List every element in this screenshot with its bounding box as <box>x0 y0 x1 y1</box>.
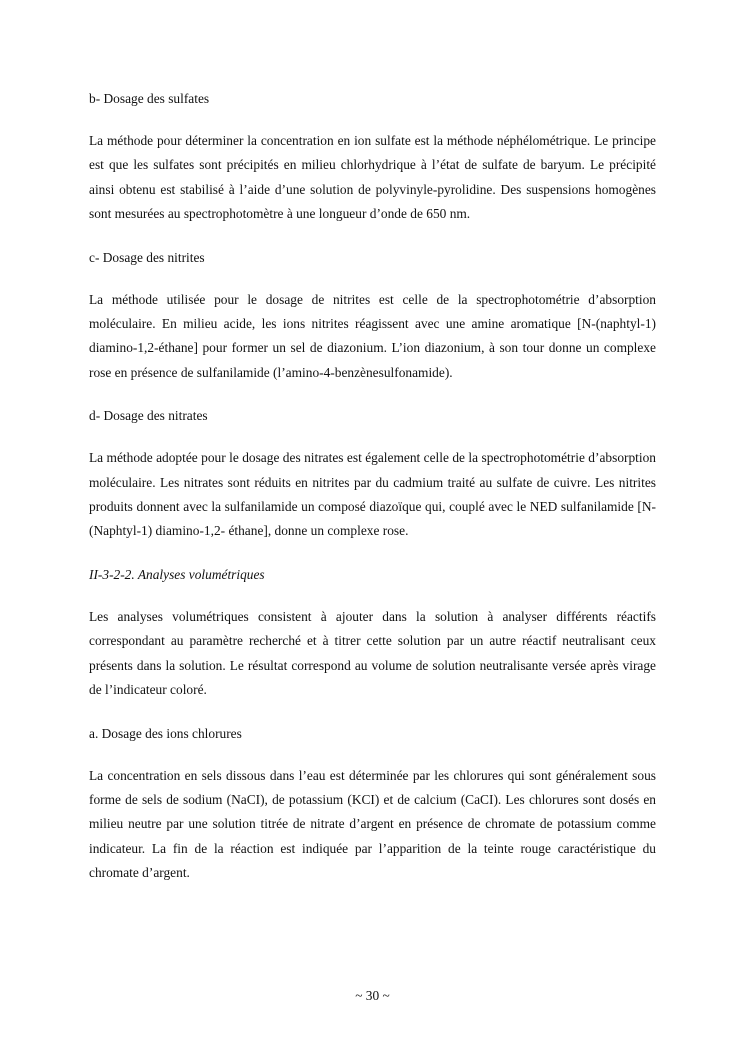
section-nitrites <box>89 245 656 386</box>
section-paragraph: La méthode pour déterminer la concentration en ion sulfate est la méthode néphélométrique. Le principe est que les sulfates sont précipités en milieu chlorhydrique à l’état de sulfate de baryum. Le précipité ainsi obtenu est stabilisé à l’aide d’une solution de polyvinyle-pyrolidine. Des suspensions homogènes sont mesurées au spectrophotomètre à une longueur d’onde de 650 nm. <box>89 133 656 222</box>
document-page <box>89 86 656 904</box>
section-chlorides <box>89 721 656 886</box>
section-heading: b- Dosage des sulfates <box>89 91 210 106</box>
subsection-heading: II-3-2-2. Analyses volumétriques <box>89 566 265 582</box>
section-nitrates <box>89 403 656 544</box>
section-heading: c- Dosage des nitrites <box>89 249 205 265</box>
page-number: ~ 30 ~ <box>355 988 390 1003</box>
section-paragraph: La méthode utilisée pour le dosage de nitrites est celle de la spectrophotométrie d’absorption moléculaire. En milieu acide, les ions nitrites réagissent avec une amine aromatique [N-(naphtyl-1) diamino-1,2-éthane] pour former un sel de diazonium. L’ion diazonium, à son tour donne un complexe rose en présence de sulfanilamide (l’amino-4-benzènesulfonamide). <box>89 291 656 380</box>
section-paragraph: La méthode adoptée pour le dosage des nitrates est également celle de la spectrophotométrie d’absorption moléculaire. Les nitrates sont réduits en nitrites par du cadmium traité au sulfate de cuivre. Les nitrites produits donnent avec la sulfanilamide un composé diazoïque qui, couplé avec le NED sulfanilamide [N-(Naphtyl-1) diamino-1,2- éthane], donne un complexe rose. <box>89 450 656 539</box>
section-paragraph: La concentration en sels dissous dans l’eau est déterminée par les chlorures qui sont généralement sous forme de sels de sodium (NaCI), de potassium (KCI) et de calcium (CaCI). Les chlorures sont dosés en milieu neutre par une solution titrée de nitrate d’argent en présence de chromate de potassium comme indicateur. La fin de la réaction est indiquée par l’apparition de la teinte rouge caractéristique du chromate d’argent. <box>89 767 656 881</box>
section-volumetric-analyses <box>89 562 656 703</box>
section-heading: a. Dosage des ions chlorures <box>89 725 242 741</box>
section-paragraph: Les analyses volumétriques consistent à ajouter dans la solution à analyser différents réactifs correspondant au paramètre recherché et à titrer cette solution par un autre réactif neutralisant ceux présents dans la solution. Le résultat correspond au volume de solution neutralisante versée après virage de l’indicateur coloré. <box>89 608 656 698</box>
section-sulfates <box>89 86 656 227</box>
section-heading: d- Dosage des nitrates <box>89 408 208 424</box>
